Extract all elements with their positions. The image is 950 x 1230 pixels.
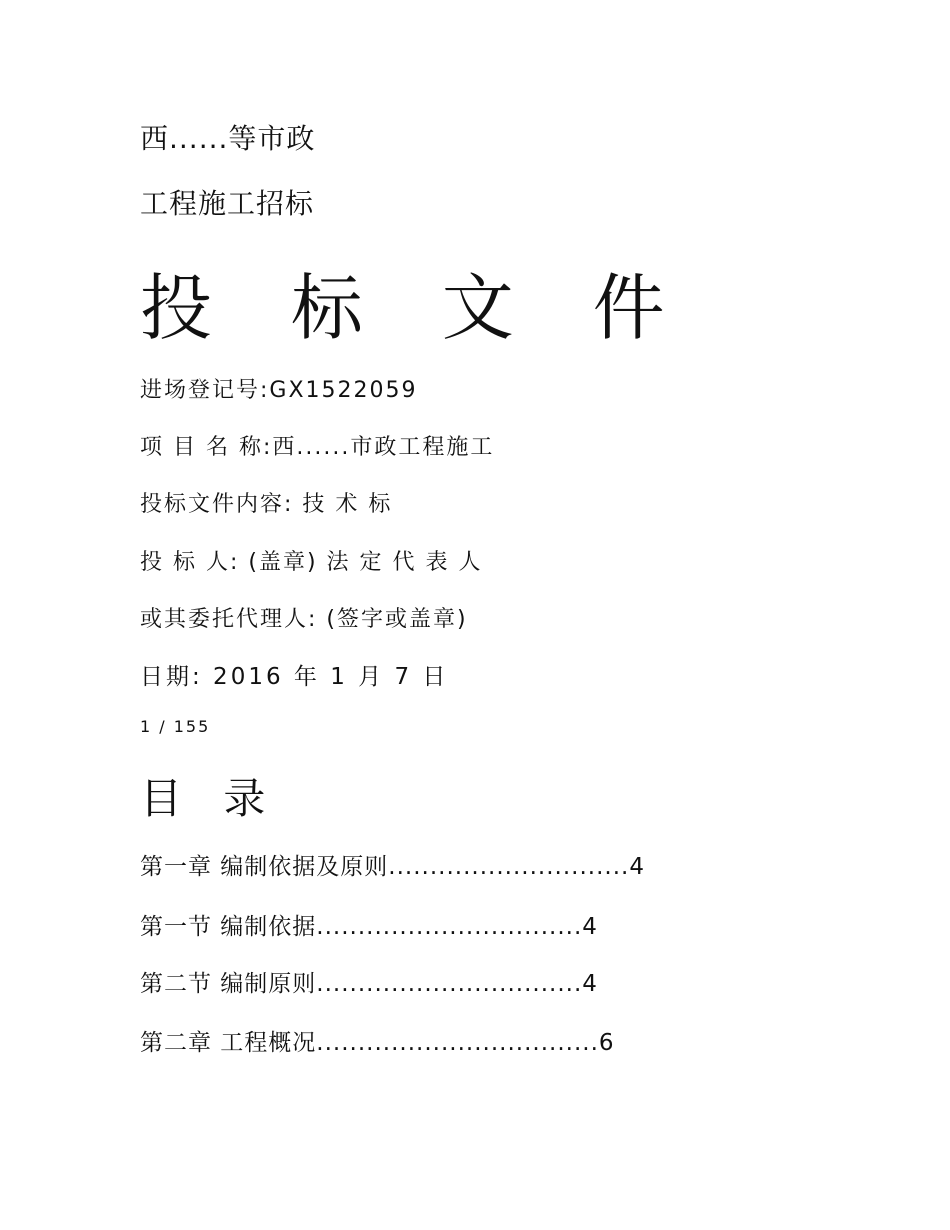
authorized-agent: 或其委托代理人: (签字或盖章) — [140, 607, 468, 632]
bidder: 投 标 人: (盖章) 法 定 代 表 人 — [140, 550, 483, 575]
project-name: 项 目 名 称:西......市政工程施工 — [140, 435, 495, 460]
page-number: 1 / 155 — [140, 717, 211, 736]
toc-title: 目 录 — [140, 774, 280, 823]
toc-item[interactable]: 第二节 编制原则................................4 — [140, 971, 598, 997]
registration-number: 进场登记号:GX1522059 — [140, 378, 418, 403]
project-title-line-1: 西......等市政 — [140, 122, 316, 155]
bid-date: 日期: 2016 年 1 月 7 日 — [140, 664, 449, 690]
toc-item[interactable]: 第一节 编制依据................................4 — [140, 914, 598, 940]
toc-item[interactable]: 第一章 编制依据及原则.............................4 — [140, 854, 645, 880]
toc-item[interactable]: 第二章 工程概况..................................6 — [140, 1030, 615, 1056]
document-title: 投 标 文 件 — [140, 266, 693, 350]
bid-content: 投标文件内容: 技 术 标 — [140, 492, 393, 517]
project-title-line-2: 工程施工招标 — [140, 187, 315, 220]
